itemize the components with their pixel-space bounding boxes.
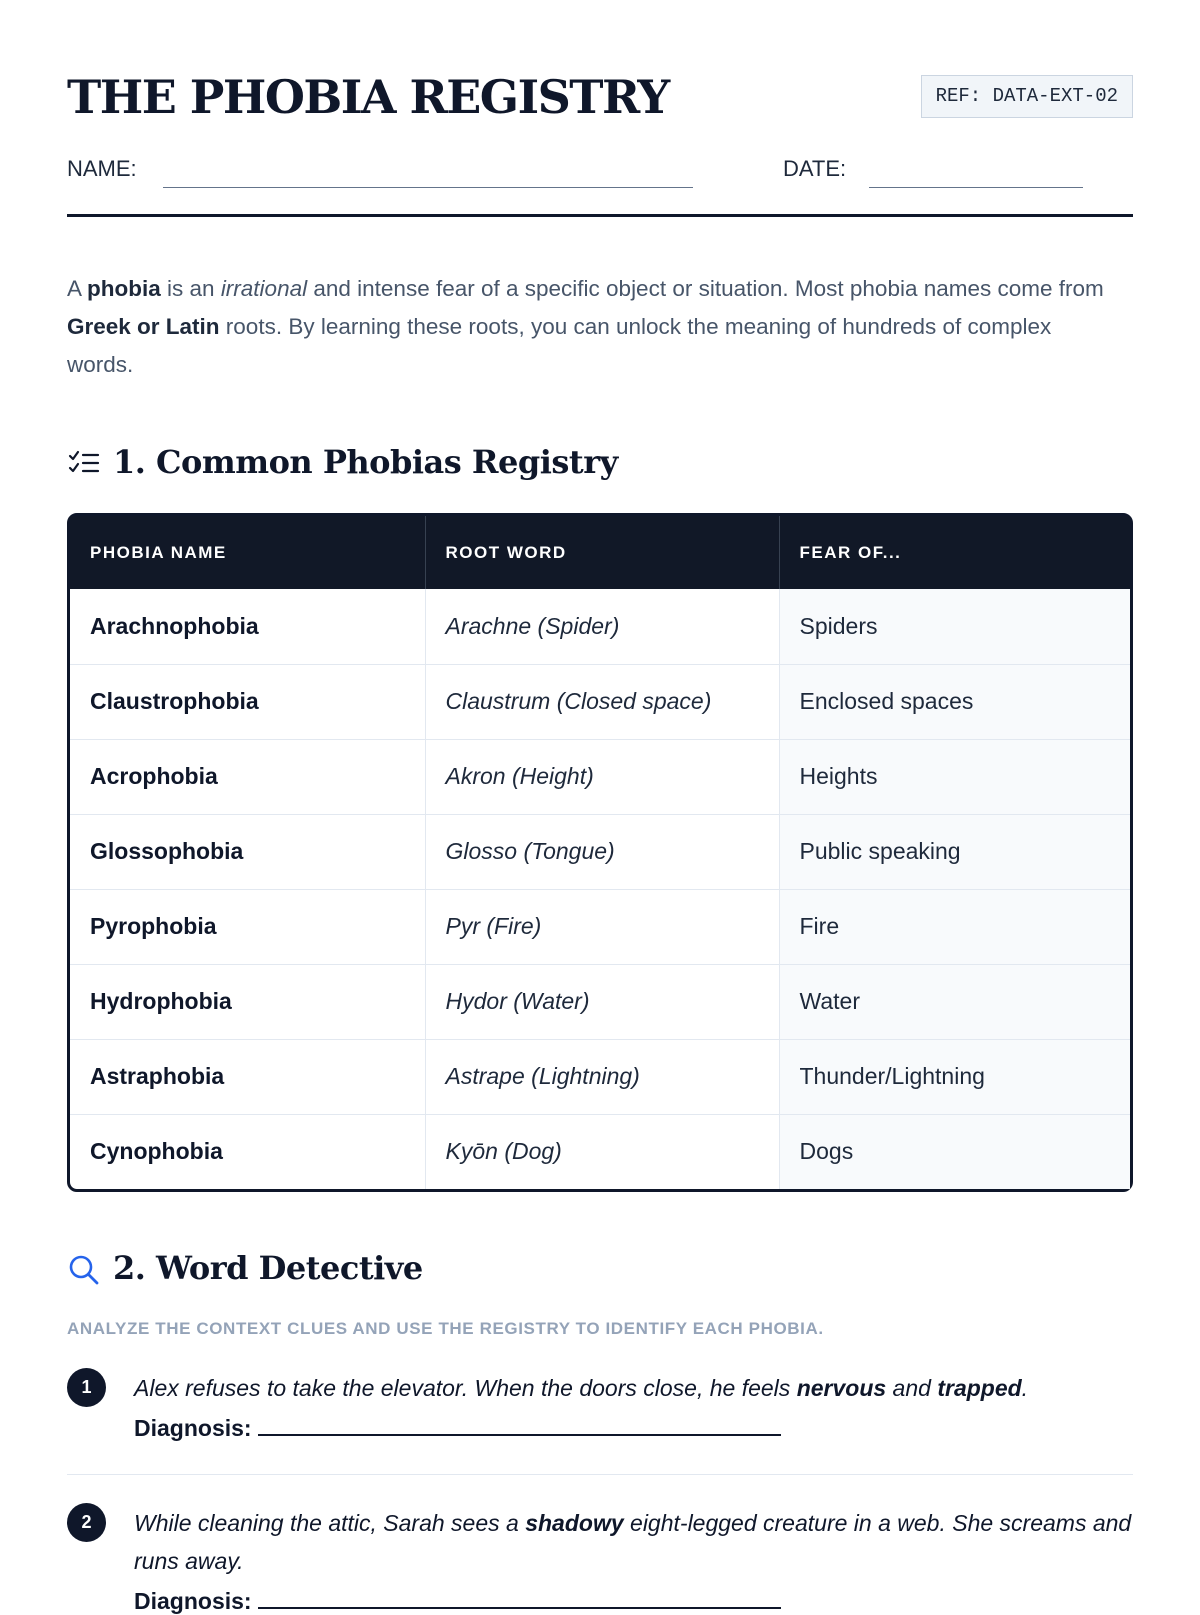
section-1-title: 1. Common Phobias Registry bbox=[113, 443, 618, 481]
section-1-heading bbox=[67, 443, 1133, 487]
checklist-icon bbox=[67, 447, 101, 481]
fear-of-cell: Heights bbox=[779, 739, 1130, 814]
question-divider bbox=[67, 1474, 1133, 1475]
phobia-name-cell: Glossophobia bbox=[70, 814, 425, 889]
intro-term-greek-latin: Greek or Latin bbox=[67, 314, 220, 339]
phobia-registry-table bbox=[67, 513, 1133, 1192]
question-text-part: and bbox=[886, 1375, 938, 1401]
header bbox=[67, 66, 1133, 126]
intro-term-irrational: irrational bbox=[220, 276, 308, 301]
table-row bbox=[70, 814, 1130, 889]
search-icon bbox=[67, 1253, 101, 1287]
fear-of-cell: Thunder/Lightning bbox=[779, 1039, 1130, 1114]
date-label: DATE: bbox=[783, 156, 847, 181]
intro-text: roots. By learning these roots, you can unlock the meaning of hundreds of complex words. bbox=[67, 314, 1052, 377]
diagnosis-label: Diagnosis: bbox=[134, 1415, 252, 1441]
fear-of-cell: Fire bbox=[779, 889, 1130, 964]
fear-of-cell: Enclosed spaces bbox=[779, 664, 1130, 739]
question-text-part: eight-legged creature in a web. She screams and runs away. bbox=[134, 1510, 1132, 1574]
root-word-cell: Glosso (Tongue) bbox=[425, 814, 779, 889]
phobia-name-cell: Pyrophobia bbox=[70, 889, 425, 964]
page-title: THE PHOBIA REGISTRY bbox=[67, 70, 669, 124]
header-divider bbox=[67, 214, 1133, 217]
fear-of-cell: Water bbox=[779, 964, 1130, 1039]
question-clue: trapped bbox=[937, 1375, 1022, 1401]
table-row bbox=[70, 739, 1130, 814]
question-clue: nervous bbox=[796, 1375, 887, 1401]
root-word-cell: Akron (Height) bbox=[425, 739, 779, 814]
diagnosis-label: Diagnosis: bbox=[134, 1588, 252, 1614]
root-word-cell: Claustrum (Closed space) bbox=[425, 664, 779, 739]
question-clue: shadowy bbox=[525, 1510, 624, 1536]
question-text bbox=[134, 1504, 1134, 1580]
fear-of-cell: Public speaking bbox=[779, 814, 1130, 889]
phobia-name-cell: Arachnophobia bbox=[70, 589, 425, 664]
diagnosis-answer-field[interactable] bbox=[258, 1412, 781, 1436]
table-header-row bbox=[70, 516, 1130, 589]
diagnosis-row bbox=[134, 1585, 781, 1615]
table-row bbox=[70, 1114, 1130, 1189]
section-2-title: 2. Word Detective bbox=[113, 1249, 423, 1287]
question-text-part: While cleaning the attic, Sarah sees a bbox=[134, 1510, 526, 1536]
fear-of-cell: Spiders bbox=[779, 589, 1130, 664]
date-field[interactable] bbox=[869, 152, 1083, 188]
fear-of-cell: Dogs bbox=[779, 1114, 1130, 1189]
column-header-root-word: ROOT WORD bbox=[425, 516, 779, 589]
phobia-name-cell: Claustrophobia bbox=[70, 664, 425, 739]
intro-text: A bbox=[67, 276, 88, 301]
phobia-name-cell: Acrophobia bbox=[70, 739, 425, 814]
table-row bbox=[70, 1039, 1130, 1114]
section-2-instruction: ANALYZE THE CONTEXT CLUES AND USE THE REGISTRY TO IDENTIFY EACH PHOBIA. bbox=[67, 1319, 824, 1338]
table-row bbox=[70, 589, 1130, 664]
section-2-heading bbox=[67, 1249, 1133, 1293]
diagnosis-answer-field[interactable] bbox=[258, 1585, 781, 1609]
intro-paragraph bbox=[67, 270, 1117, 384]
name-date-fields bbox=[67, 152, 1133, 192]
root-word-cell: Arachne (Spider) bbox=[425, 589, 779, 664]
root-word-cell: Astrape (Lightning) bbox=[425, 1039, 779, 1114]
root-word-cell: Pyr (Fire) bbox=[425, 889, 779, 964]
diagnosis-row bbox=[134, 1412, 781, 1442]
table-row bbox=[70, 889, 1130, 964]
question-text-part: Alex refuses to take the elevator. When the doors close, he feels bbox=[134, 1375, 797, 1401]
intro-text: is an bbox=[160, 276, 221, 301]
reference-badge: REF: DATA-EXT-02 bbox=[921, 75, 1133, 118]
question-text-part: . bbox=[1021, 1375, 1029, 1401]
question-number-badge: 2 bbox=[67, 1503, 106, 1542]
table-row bbox=[70, 964, 1130, 1039]
phobia-name-cell: Cynophobia bbox=[70, 1114, 425, 1189]
column-header-phobia-name: PHOBIA NAME bbox=[70, 516, 425, 589]
column-header-fear-of: FEAR OF... bbox=[779, 516, 1130, 589]
name-field[interactable] bbox=[163, 152, 693, 188]
question-number-badge: 1 bbox=[67, 1368, 106, 1407]
table-row bbox=[70, 664, 1130, 739]
intro-term-phobia: phobia bbox=[87, 276, 161, 301]
intro-text: and intense fear of a specific object or situation. Most phobia names come from bbox=[307, 276, 1104, 301]
root-word-cell: Hydor (Water) bbox=[425, 964, 779, 1039]
question-text bbox=[134, 1369, 1134, 1407]
root-word-cell: Kyōn (Dog) bbox=[425, 1114, 779, 1189]
name-label: NAME: bbox=[67, 156, 137, 181]
phobia-name-cell: Astraphobia bbox=[70, 1039, 425, 1114]
phobia-name-cell: Hydrophobia bbox=[70, 964, 425, 1039]
